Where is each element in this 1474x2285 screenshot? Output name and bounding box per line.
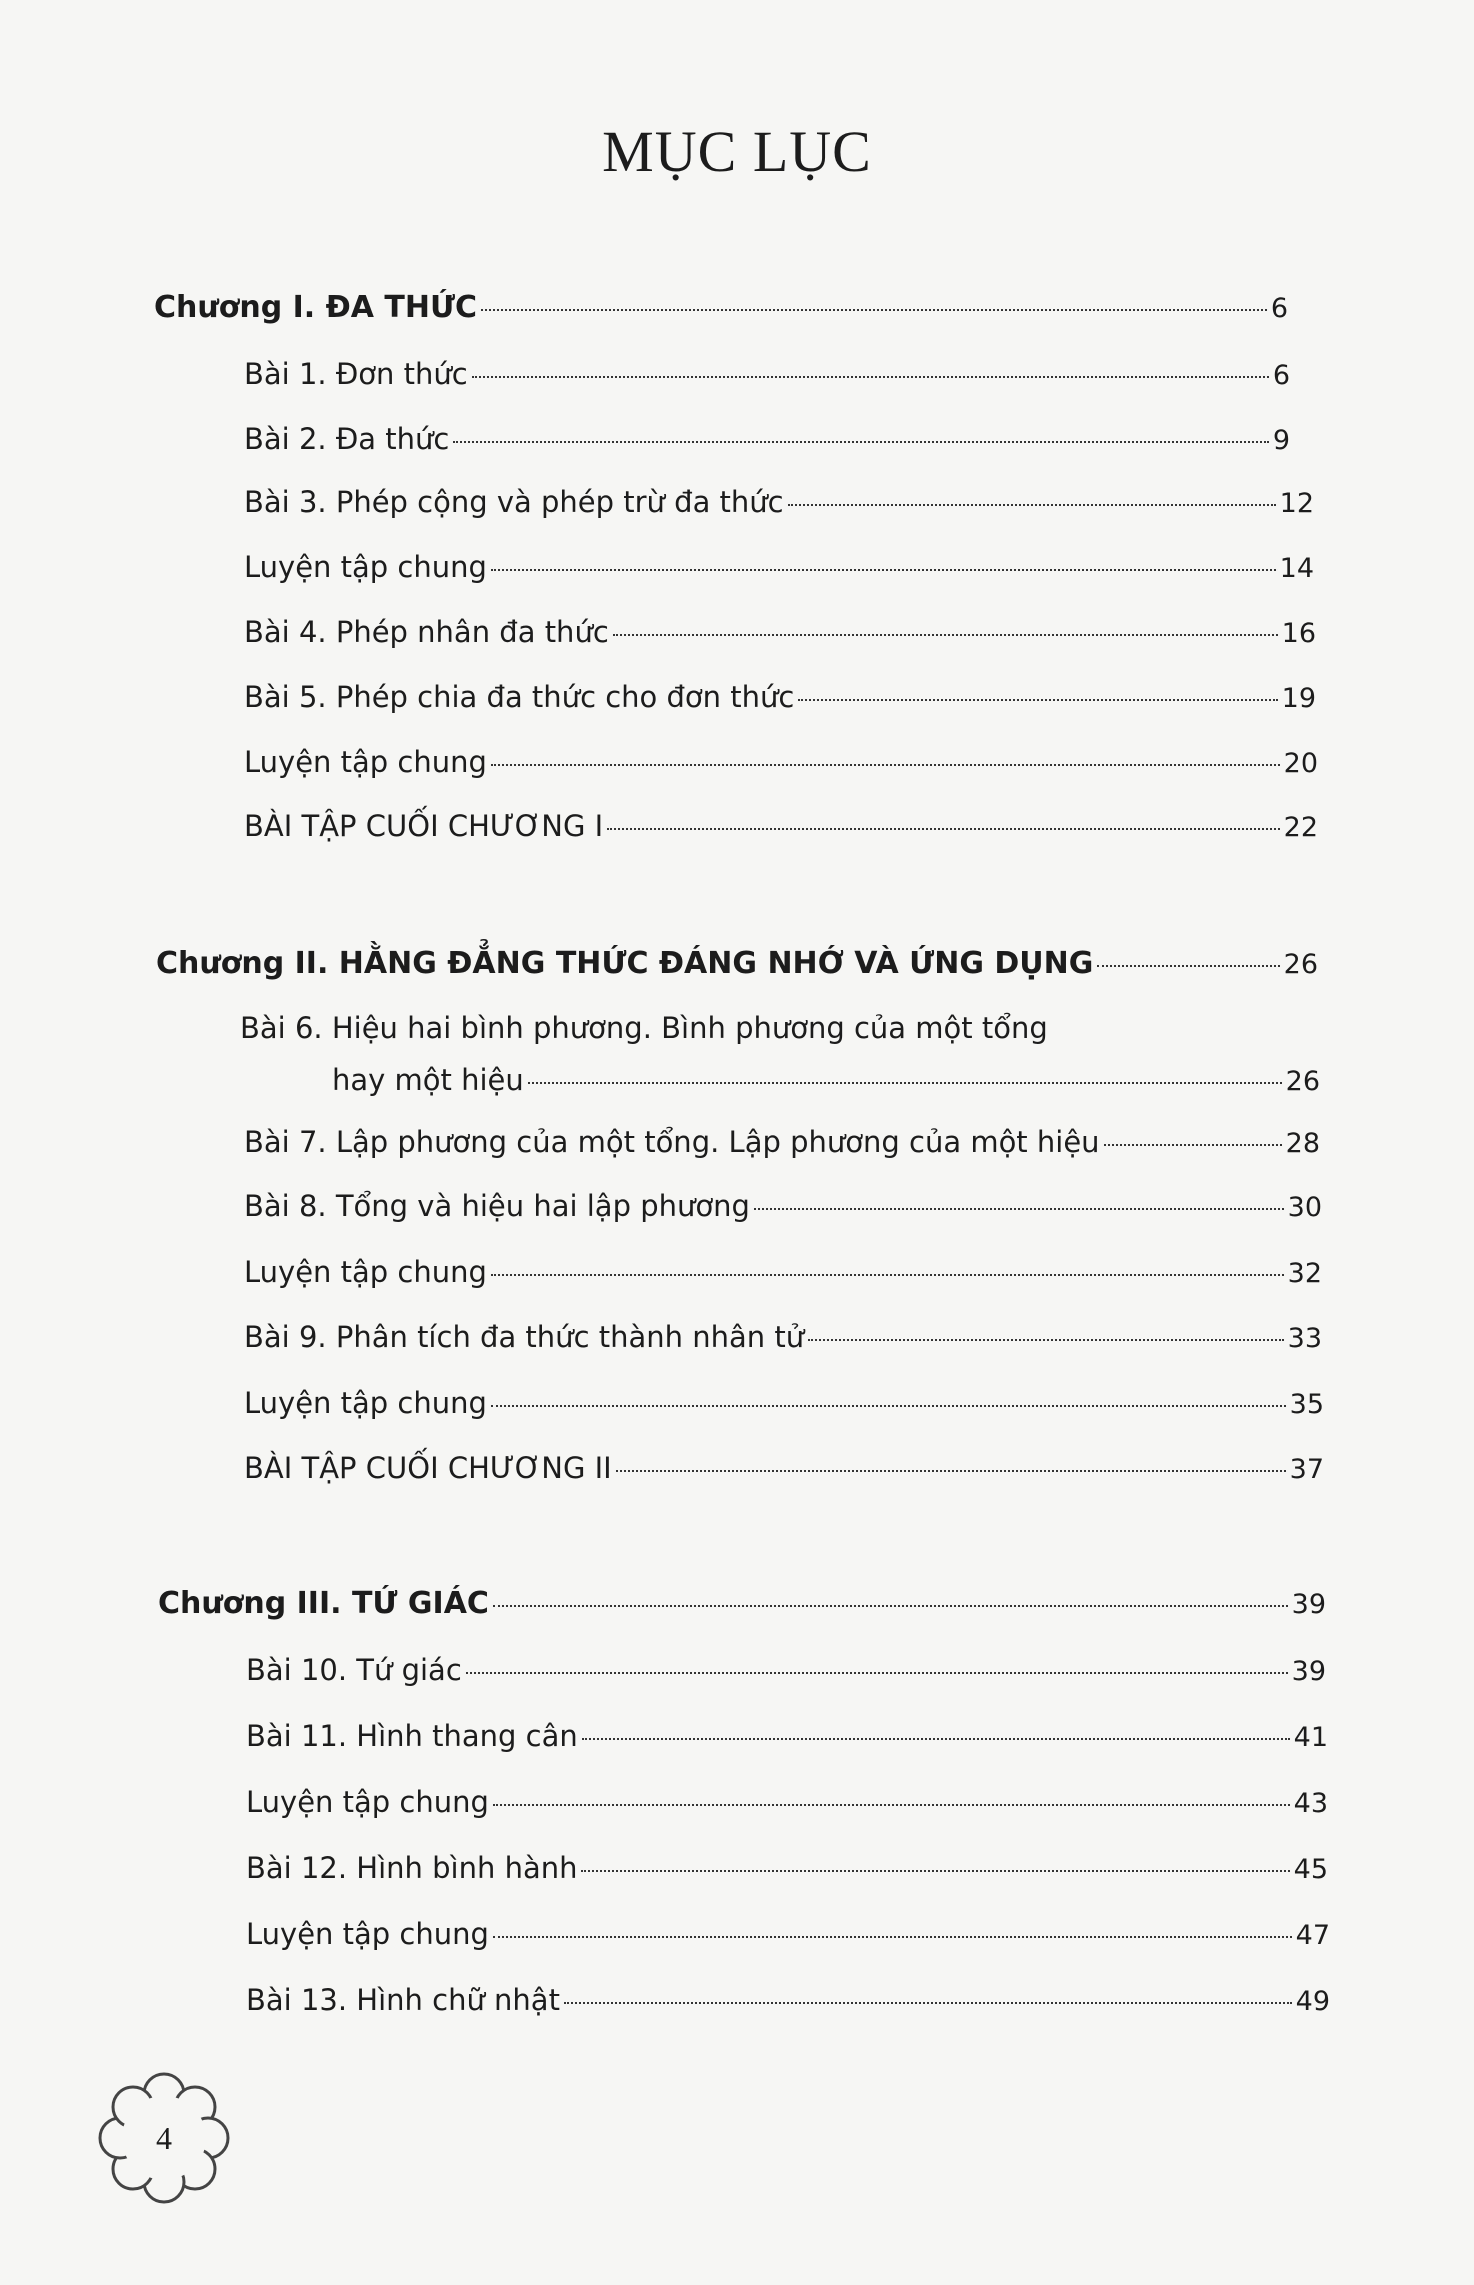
chapter-title: Chương III. TỨ GIÁC	[158, 1586, 489, 1621]
page-ref: 39	[1291, 1589, 1326, 1620]
entry-label: Bài 8. Tổng và hiệu hai lập phương	[244, 1189, 750, 1223]
chapter-title: Chương II. HẰNG ĐẲNG THỨC ĐÁNG NHỚ VÀ ỨNG DỤNG	[156, 946, 1094, 981]
dot-leader	[493, 1936, 1292, 1938]
toc-entry[interactable]	[246, 1848, 1328, 1890]
entry-label: Bài 2. Đa thức	[244, 422, 450, 456]
toc-entry[interactable]	[246, 1980, 1330, 2022]
entry-label: Luyện tập chung	[244, 745, 487, 779]
entry-label: Bài 12. Hình bình hành	[246, 1851, 578, 1885]
entry-label: Bài 1. Đơn thức	[244, 357, 468, 391]
entry-label: BÀI TẬP CUỐI CHƯƠNG II	[244, 1451, 612, 1485]
page-ref: 6	[1272, 360, 1290, 391]
dot-leader	[798, 699, 1277, 701]
dot-leader	[491, 1274, 1284, 1276]
toc-entry[interactable]	[244, 1448, 1324, 1490]
page-ref: 6	[1270, 293, 1288, 324]
page-ref: 26	[1283, 949, 1318, 980]
page-title: MỤC LỤC	[602, 119, 872, 184]
toc-entry[interactable]	[244, 1317, 1322, 1359]
entry-label: Bài 9. Phân tích đa thức thành nhân tử	[244, 1320, 805, 1354]
toc-entry[interactable]	[244, 547, 1314, 589]
page-ref: 41	[1293, 1722, 1328, 1753]
page-number: 4	[156, 2119, 172, 2156]
page-ref: 49	[1295, 1986, 1330, 2017]
toc-entry[interactable]	[244, 612, 1316, 654]
dot-leader	[493, 1804, 1290, 1806]
dot-leader	[754, 1208, 1284, 1210]
dot-leader	[491, 764, 1280, 766]
chapter-1-heading[interactable]	[154, 288, 1288, 329]
page-ref: 45	[1293, 1854, 1328, 1885]
dot-leader	[472, 376, 1269, 378]
page-ref: 37	[1289, 1454, 1324, 1485]
dot-leader	[581, 1870, 1289, 1872]
page-ref: 47	[1295, 1920, 1330, 1951]
toc-entry[interactable]	[244, 482, 1314, 524]
dot-leader	[493, 1605, 1288, 1607]
entry-label: Luyện tập chung	[246, 1917, 489, 1951]
dot-leader	[616, 1470, 1286, 1472]
page-ref: 32	[1287, 1258, 1322, 1289]
page-ref: 35	[1289, 1389, 1324, 1420]
page-ref: 20	[1283, 748, 1318, 779]
page-ref: 16	[1281, 618, 1316, 649]
page-ref: 12	[1279, 488, 1314, 519]
toc-entry[interactable]	[332, 1060, 1320, 1102]
entry-label: Bài 10. Tứ giác	[246, 1653, 462, 1687]
dot-leader	[491, 1405, 1286, 1407]
entry-label: Bài 13. Hình chữ nhật	[246, 1983, 560, 2017]
entry-label: Luyện tập chung	[246, 1785, 489, 1819]
toc-entry[interactable]	[244, 1122, 1320, 1164]
entry-label: BÀI TẬP CUỐI CHƯƠNG I	[244, 809, 604, 843]
dot-leader	[582, 1738, 1290, 1740]
page-ref: 33	[1287, 1323, 1322, 1354]
page-ref: 39	[1291, 1656, 1326, 1687]
toc-entry[interactable]	[244, 806, 1318, 848]
dot-leader	[481, 309, 1267, 311]
toc-entry[interactable]	[246, 1716, 1328, 1758]
entry-label: Luyện tập chung	[244, 1386, 487, 1420]
entry-label: Luyện tập chung	[244, 1255, 487, 1289]
entry-label: Bài 7. Lập phương của một tổng. Lập phương của một hiệu	[244, 1125, 1100, 1159]
toc-entry[interactable]	[244, 419, 1290, 461]
dot-leader	[564, 2002, 1292, 2004]
toc-entry[interactable]	[244, 354, 1290, 396]
dot-leader	[613, 634, 1278, 636]
page-ref: 22	[1283, 812, 1318, 843]
dot-leader	[607, 828, 1279, 830]
entry-label-line1[interactable]: Bài 6. Hiệu hai bình phương. Bình phương của một tổng	[240, 1011, 1048, 1045]
toc-entry[interactable]	[244, 1186, 1322, 1228]
toc-entry[interactable]	[246, 1914, 1330, 1956]
toc-entry[interactable]	[244, 1252, 1322, 1294]
page-ref: 43	[1293, 1788, 1328, 1819]
entry-label: Bài 5. Phép chia đa thức cho đơn thức	[244, 680, 795, 714]
dot-leader	[453, 441, 1268, 443]
page-ref: 30	[1287, 1192, 1322, 1223]
entry-label: Bài 4. Phép nhân đa thức	[244, 615, 609, 649]
chapter-3-heading[interactable]	[158, 1584, 1326, 1625]
dot-leader	[1097, 965, 1279, 967]
dot-leader	[491, 569, 1276, 571]
toc-entry[interactable]	[246, 1782, 1328, 1824]
dot-leader	[808, 1339, 1284, 1341]
page-ref: 9	[1272, 425, 1290, 456]
page-ref: 28	[1285, 1128, 1320, 1159]
page-ref: 26	[1285, 1066, 1320, 1097]
toc-entry[interactable]	[244, 677, 1316, 719]
toc-entry[interactable]	[244, 742, 1318, 784]
page-ref: 19	[1281, 683, 1316, 714]
chapter-2-heading[interactable]	[156, 944, 1318, 985]
dot-leader	[528, 1082, 1282, 1084]
dot-leader	[788, 504, 1276, 506]
toc-entry[interactable]	[244, 1383, 1324, 1425]
dot-leader	[1104, 1144, 1282, 1146]
chapter-title: Chương I. ĐA THỨC	[154, 290, 478, 325]
dot-leader	[466, 1672, 1288, 1674]
entry-label: hay một hiệu	[332, 1063, 524, 1097]
toc-entry[interactable]	[246, 1650, 1326, 1692]
page-ref: 14	[1279, 553, 1314, 584]
entry-label: Bài 3. Phép cộng và phép trừ đa thức	[244, 485, 784, 519]
entry-label: Bài 11. Hình thang cân	[246, 1719, 578, 1753]
entry-label: Luyện tập chung	[244, 550, 487, 584]
